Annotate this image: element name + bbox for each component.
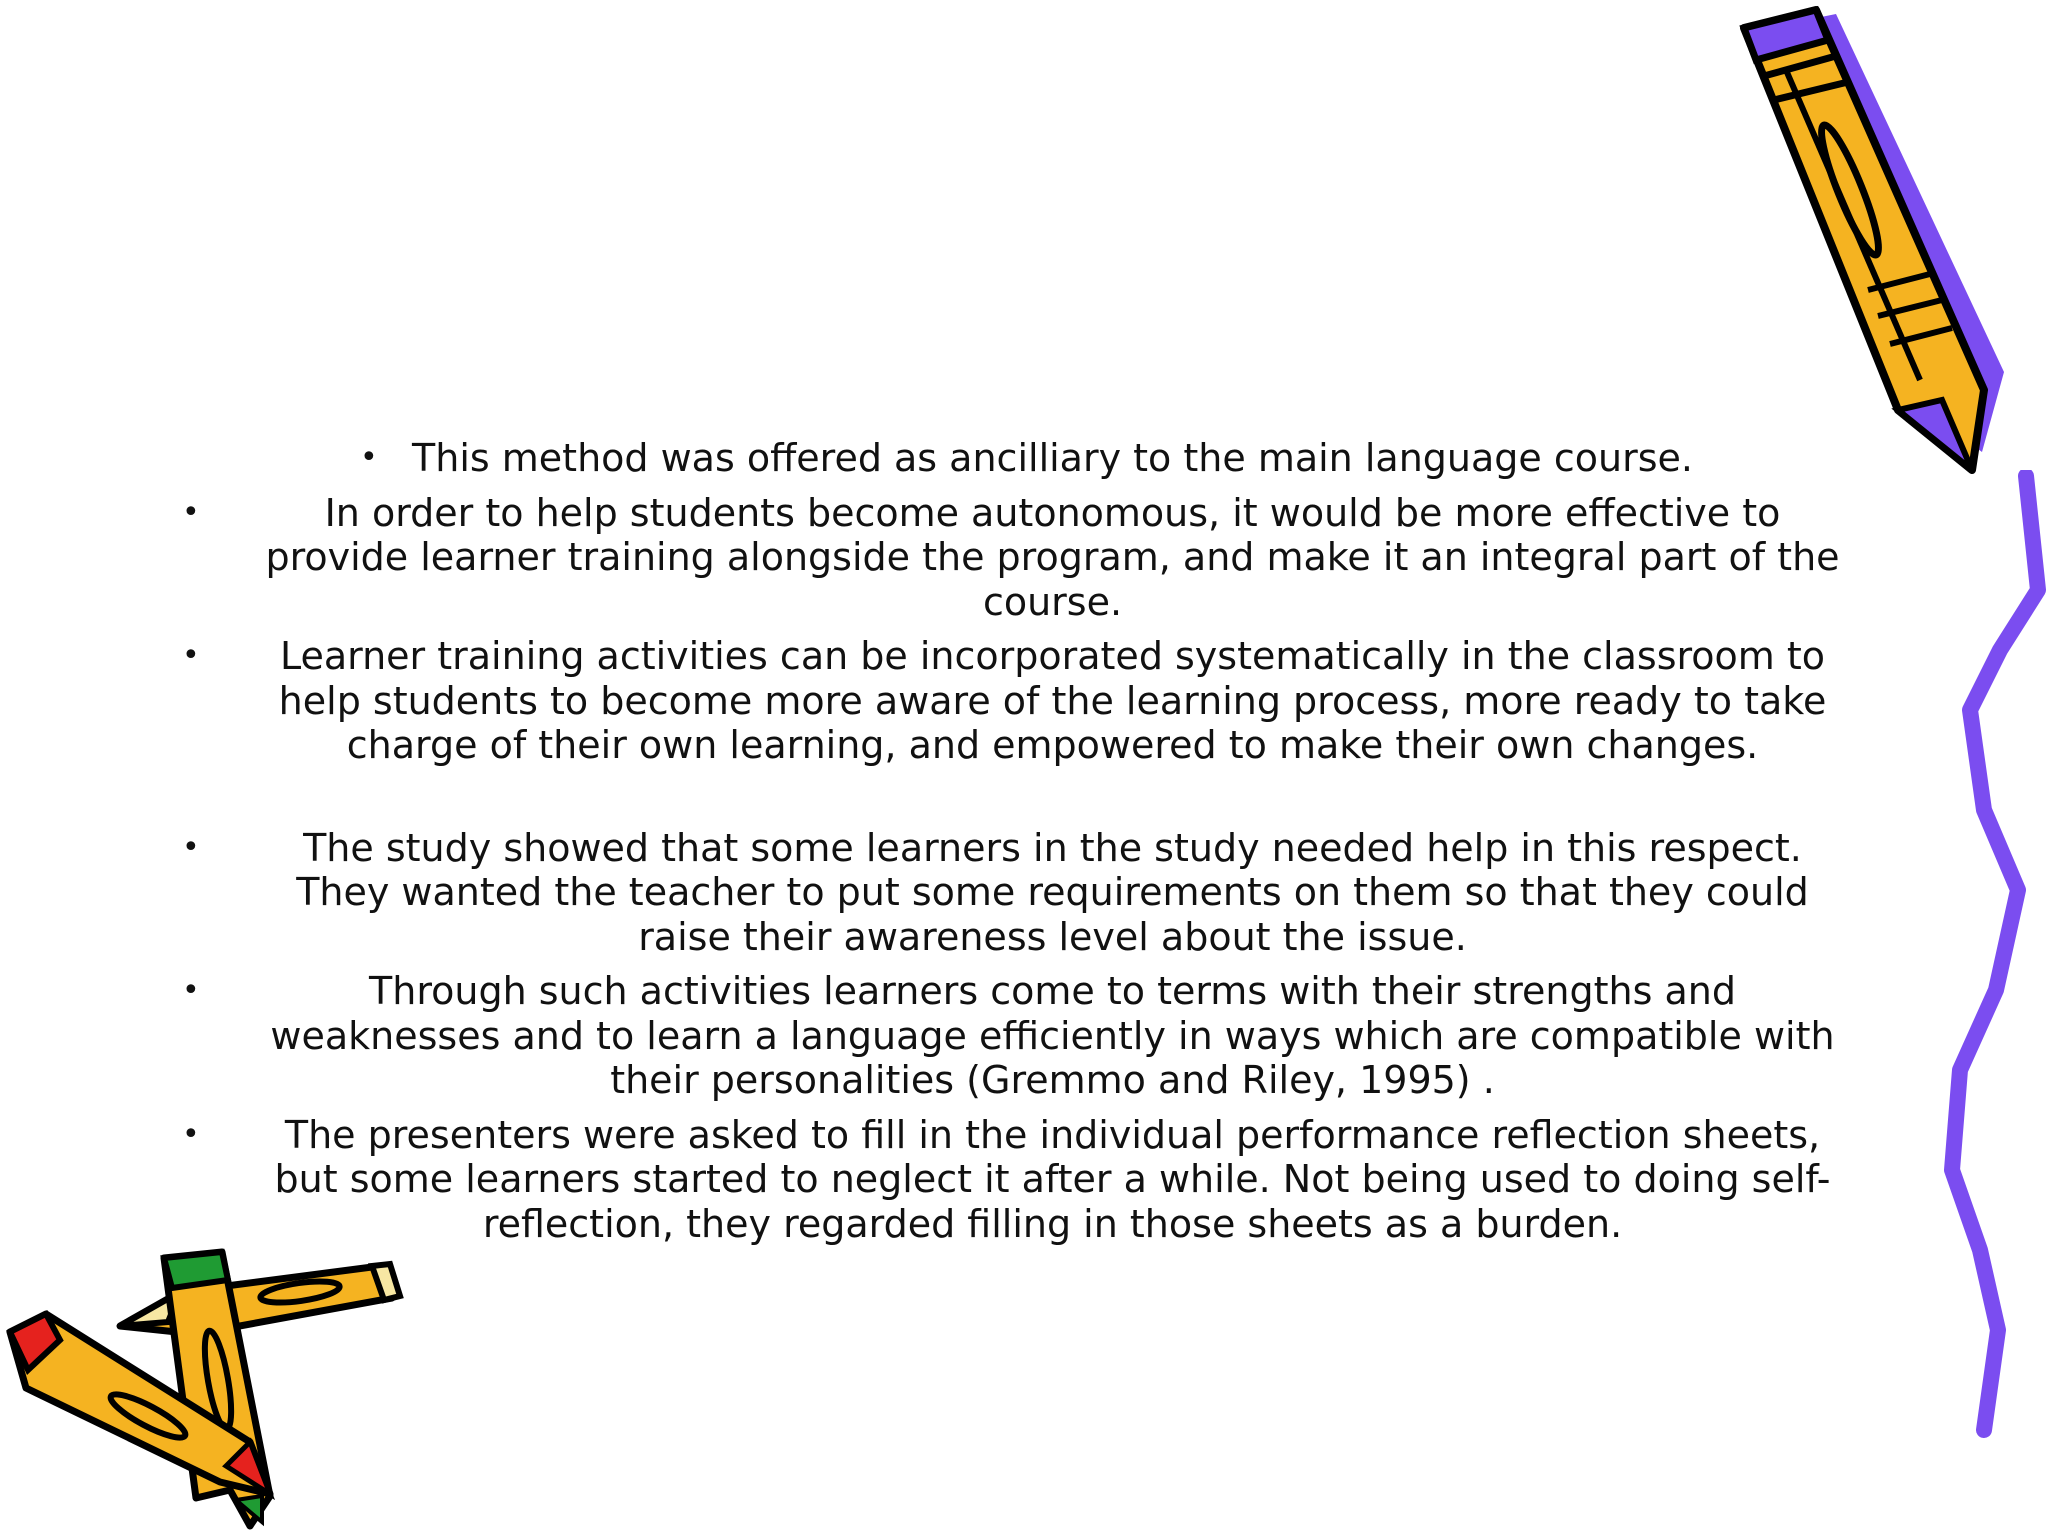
bullet-item bbox=[160, 634, 1880, 768]
bullet-text: This method was offered as ancilliary to the main language course. bbox=[412, 436, 1693, 480]
bullet-marker: • bbox=[182, 494, 200, 530]
squiggle-line-icon bbox=[1940, 470, 2048, 1450]
bullet-marker: • bbox=[182, 973, 200, 1008]
bullet-marker: • bbox=[182, 1116, 200, 1152]
bullet-list bbox=[160, 436, 1880, 1256]
bullet-item bbox=[160, 491, 1880, 625]
bullet-item bbox=[160, 826, 1880, 960]
bullet-marker: • bbox=[182, 829, 200, 865]
bullet-marker: • bbox=[182, 638, 200, 673]
bullet-text: In order to help students become autonomous, it would be more effective to provide learner training alongside the program, and make it an integral part of the course. bbox=[265, 490, 1840, 624]
bullet-text: Through such activities learners come to terms with their strengths and weaknesses and to learn a language efficiently in ways which are compatible with their personalities (Gremmo and Riley, 1995) . bbox=[270, 969, 1835, 1102]
bullet-text: The study showed that some learners in the study needed help in this respect. They wanted the teacher to put some requirements on them so that they could raise their awareness level about the issue. bbox=[296, 825, 1809, 959]
bullet-text: Learner training activities can be incorporated systematically in the classroom to help students to become more aware of the learning process, more ready to take charge of their own learning, and empowered to make their own changes. bbox=[278, 634, 1827, 767]
bullet-item bbox=[160, 1113, 1880, 1247]
bullet-marker: • bbox=[360, 440, 378, 475]
bullet-item bbox=[160, 969, 1880, 1103]
bullet-text: The presenters were asked to fill in the individual performance reflection sheets, but some learners started to neglect it after a while. Not being used to doing self-reflection, they regarded filling in those sheets as a burden. bbox=[274, 1112, 1831, 1246]
crossed-pencils-icon bbox=[0, 1230, 420, 1536]
pencil-icon bbox=[1720, 0, 2020, 490]
bullet-item bbox=[160, 436, 1880, 481]
